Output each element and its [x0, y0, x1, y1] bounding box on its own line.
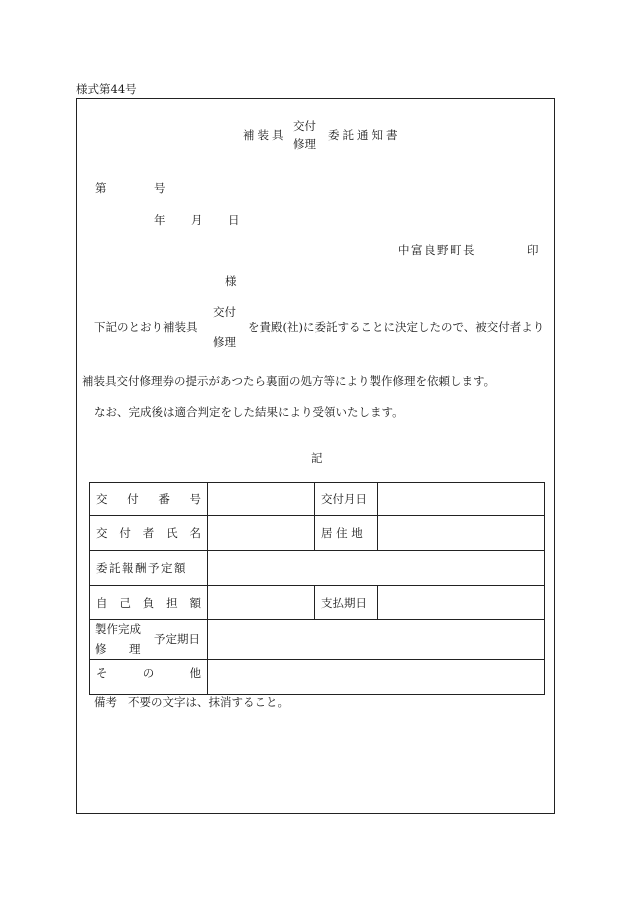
recipient-name-char: 名	[189, 526, 201, 540]
title-suffix: 委託通知書	[328, 128, 401, 142]
title-option-top: 交付	[293, 119, 316, 133]
label-payment-date: 支払期日	[315, 586, 378, 620]
delivery-no-char: 号	[189, 492, 201, 506]
other-char: そ	[96, 666, 108, 680]
doc-no-dai: 第	[95, 181, 107, 195]
date-month: 月	[191, 213, 203, 227]
body-line1-suffix: を貴殿(社)に委託することに決定したので、被交付者より	[248, 320, 545, 334]
delivery-no-char: 付	[127, 492, 139, 506]
completion-suffix: 予定期日	[154, 632, 200, 646]
self-pay-char: 己	[119, 595, 131, 610]
row-self-pay	[90, 586, 545, 620]
detail-table	[89, 482, 545, 695]
label-self-pay	[90, 586, 208, 620]
recipient-name-char: 交	[96, 526, 108, 540]
body-line2: 補装具交付修理券の提示があつたら裏面の処方等により製作修理を依頼します。	[82, 374, 496, 388]
addressee-honorific: 様	[225, 274, 237, 288]
row-other	[90, 660, 545, 695]
issuer-name: 中富良野町長	[398, 243, 476, 257]
value-recipient-name	[208, 516, 315, 551]
doc-no-go: 号	[154, 181, 166, 195]
value-delivery-no	[208, 483, 315, 516]
other-char: 他	[189, 666, 201, 680]
form-number: 様式第44号	[76, 82, 137, 96]
remarks-text: 不要の文字は、抹消すること。	[128, 695, 289, 709]
body-option-bottom: 修理	[213, 335, 236, 349]
label-other	[90, 660, 208, 695]
delivery-no-char: 番	[158, 492, 170, 506]
recipient-name-char: 氏	[166, 526, 178, 540]
completion-top: 製作完成	[95, 622, 141, 636]
issuer-seal: 印	[527, 243, 539, 257]
row-commission-fee	[90, 551, 545, 586]
title-option-bottom: 修理	[293, 137, 316, 151]
completion-bottom-2: 理	[129, 642, 141, 656]
recipient-name-char: 者	[142, 526, 155, 540]
body-option-top: 交付	[213, 305, 236, 319]
delivery-no-char: 交	[96, 492, 108, 506]
label-residence: 居 住 地	[315, 516, 378, 551]
value-self-pay	[208, 586, 315, 620]
other-char: の	[142, 666, 155, 680]
title-prefix: 補装具	[243, 128, 287, 142]
value-commission-fee	[208, 551, 545, 586]
row-recipient	[90, 516, 545, 551]
date-day: 日	[228, 213, 240, 227]
value-other	[208, 660, 545, 695]
label-delivery-date: 交付月日	[315, 483, 378, 516]
label-completion-date	[90, 620, 208, 660]
ki-label: 記	[311, 451, 323, 465]
row-delivery	[90, 483, 545, 516]
body-line3: なお、完成後は適合判定をした結果により受領いたします。	[94, 405, 404, 419]
value-delivery-date	[378, 483, 545, 516]
value-residence	[378, 516, 545, 551]
date-year: 年	[154, 213, 166, 227]
body-line1-prefix: 下記のとおり補装具	[94, 320, 198, 334]
label-delivery-no	[90, 483, 208, 516]
self-pay-char: 担	[166, 595, 178, 610]
recipient-name-char: 付	[119, 526, 131, 540]
label-recipient-name	[90, 516, 208, 551]
completion-bottom-1: 修	[95, 642, 107, 656]
remarks-label: 備考	[94, 695, 117, 709]
self-pay-char: 負	[142, 595, 155, 610]
value-completion-date	[208, 620, 545, 660]
row-completion	[90, 620, 545, 660]
self-pay-char: 自	[96, 595, 108, 610]
self-pay-char: 額	[189, 595, 201, 610]
value-payment-date	[378, 586, 545, 620]
label-commission-fee: 委託報酬予定額	[90, 551, 208, 586]
